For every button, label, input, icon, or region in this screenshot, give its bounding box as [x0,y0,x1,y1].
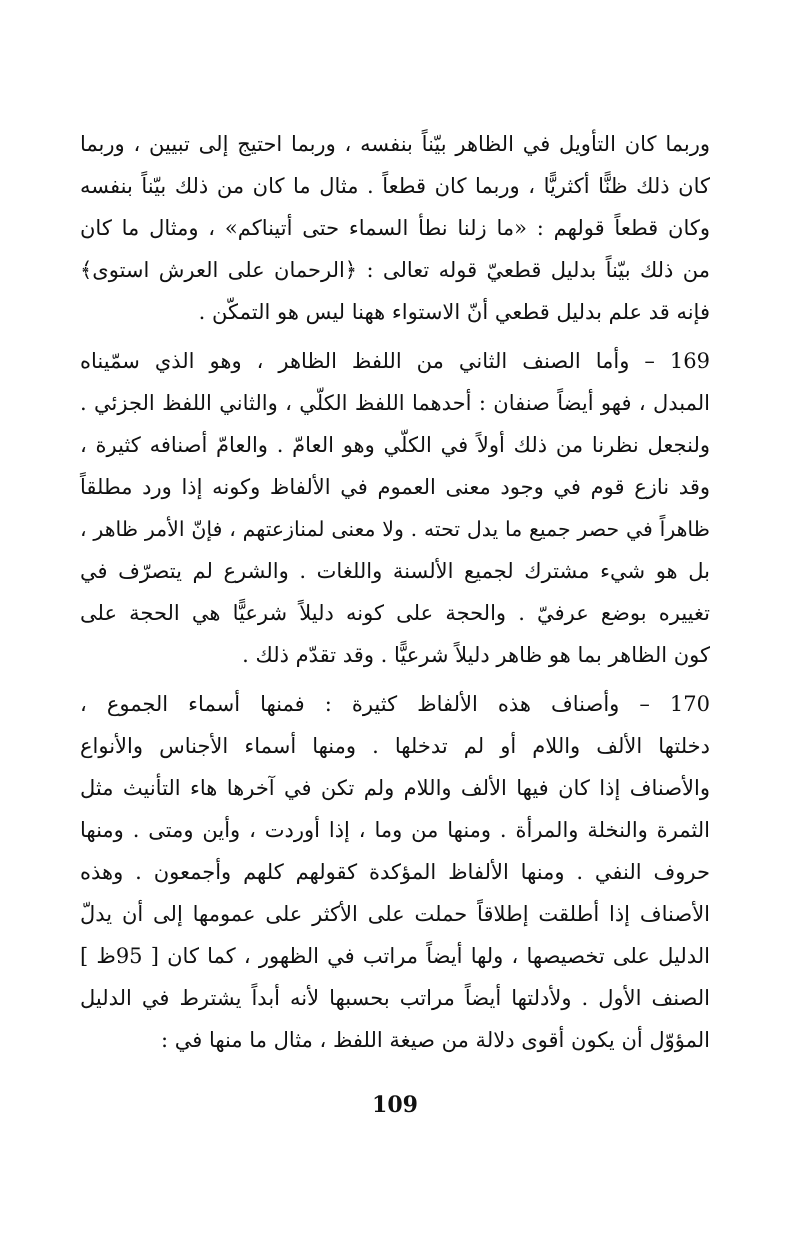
text-line: وقد نازع قوم في وجود معنى العموم في الألفاظ وكونه إذا ورد مطلقاً [80,475,710,499]
text-line: بل هو شيء مشترك لجميع الألسنة واللغات . والشرع لم يتصرّف في [80,559,710,583]
text-line: دخلتها الألف واللام أو لم تدخلها . ومنها أسماء الأجناس والأنواع [80,734,710,758]
text-line: 169 – وأما الصنف الثاني من اللفظ الظاهر ، وهو الذي سمّيناه [80,349,710,373]
text-line: ولنجعل نظرنا من ذلك أولاً في الكلّي وهو العامّ . والعامّ أصنافه كثيرة ، [80,433,710,457]
text-line: الأصناف إذا أطلقت إطلاقاً حملت على الأكثر على عمومها إلى أن يدلّ [80,902,710,926]
page-number: 109 [372,1092,418,1118]
text-line: الدليل على تخصيصها ، ولها أيضاً مراتب في الظهور ، كما كان [ 95ظ ] [80,944,710,968]
text-line: حروف النفي . ومنها الألفاظ المؤكدة كقولهم كلهم وأجمعون . وهذه [80,860,710,884]
text-line: الثمرة والنخلة والمرأة . ومنها من وما ، إذا أوردت ، وأين ومتى . ومنها [80,818,710,842]
text-line: كون الظاهر بما هو ظاهر دليلاً شرعيًّا . وقد تقدّم ذلك . [242,643,710,667]
text-line: والأصناف إذا كان فيها الألف واللام ولم تكن في آخرها هاء التأنيث مثل [80,776,710,800]
text-line: ظاهراً في حصر جميع ما يدل تحته . ولا معنى لمنازعتهم ، فإنّ الأمر ظاهر ، [80,517,710,541]
text-line: الصنف الأول . ولأدلتها أيضاً مراتب بحسبها لأنه أبداً يشترط في الدليل [80,986,710,1010]
text-line: وربما كان التأويل في الظاهر بيّناً بنفسه ، وربما احتيج إلى تبيين ، وربما [80,132,710,156]
text-line: تغييره بوضع عرفيّ . والحجة على كونه دليلاً شرعيًّا هي الحجة على [80,601,710,625]
text-line: 170 – وأصناف هذه الألفاظ كثيرة : فمنها أسماء الجموع ، [80,692,710,716]
text-line: من ذلك بيّناً بدليل قطعيّ قوله تعالى : ﴿الرحمان على العرش استوى﴾ [80,258,710,282]
text-line: وكان قطعاً قولهم : «ما زلنا نطأ السماء حتى أتيناكم» ، ومثال ما كان [80,216,710,240]
text-line: المؤوّل أن يكون أقوى دلالة من صيغة اللفظ ، مثال ما منها في : [161,1028,710,1052]
text-line: فإنه قد علم بدليل قطعي أنّ الاستواء ههنا ليس هو التمكّن . [198,300,710,324]
text-line: المبدل ، فهو أيضاً صنفان : أحدهما اللفظ الكلّي ، والثاني اللفظ الجزئي . [80,391,710,415]
text-line: كان ذلك ظنًّا أكثريًّا ، وربما كان قطعاً . مثال ما كان من ذلك بيّناً بنفسه [80,174,710,198]
